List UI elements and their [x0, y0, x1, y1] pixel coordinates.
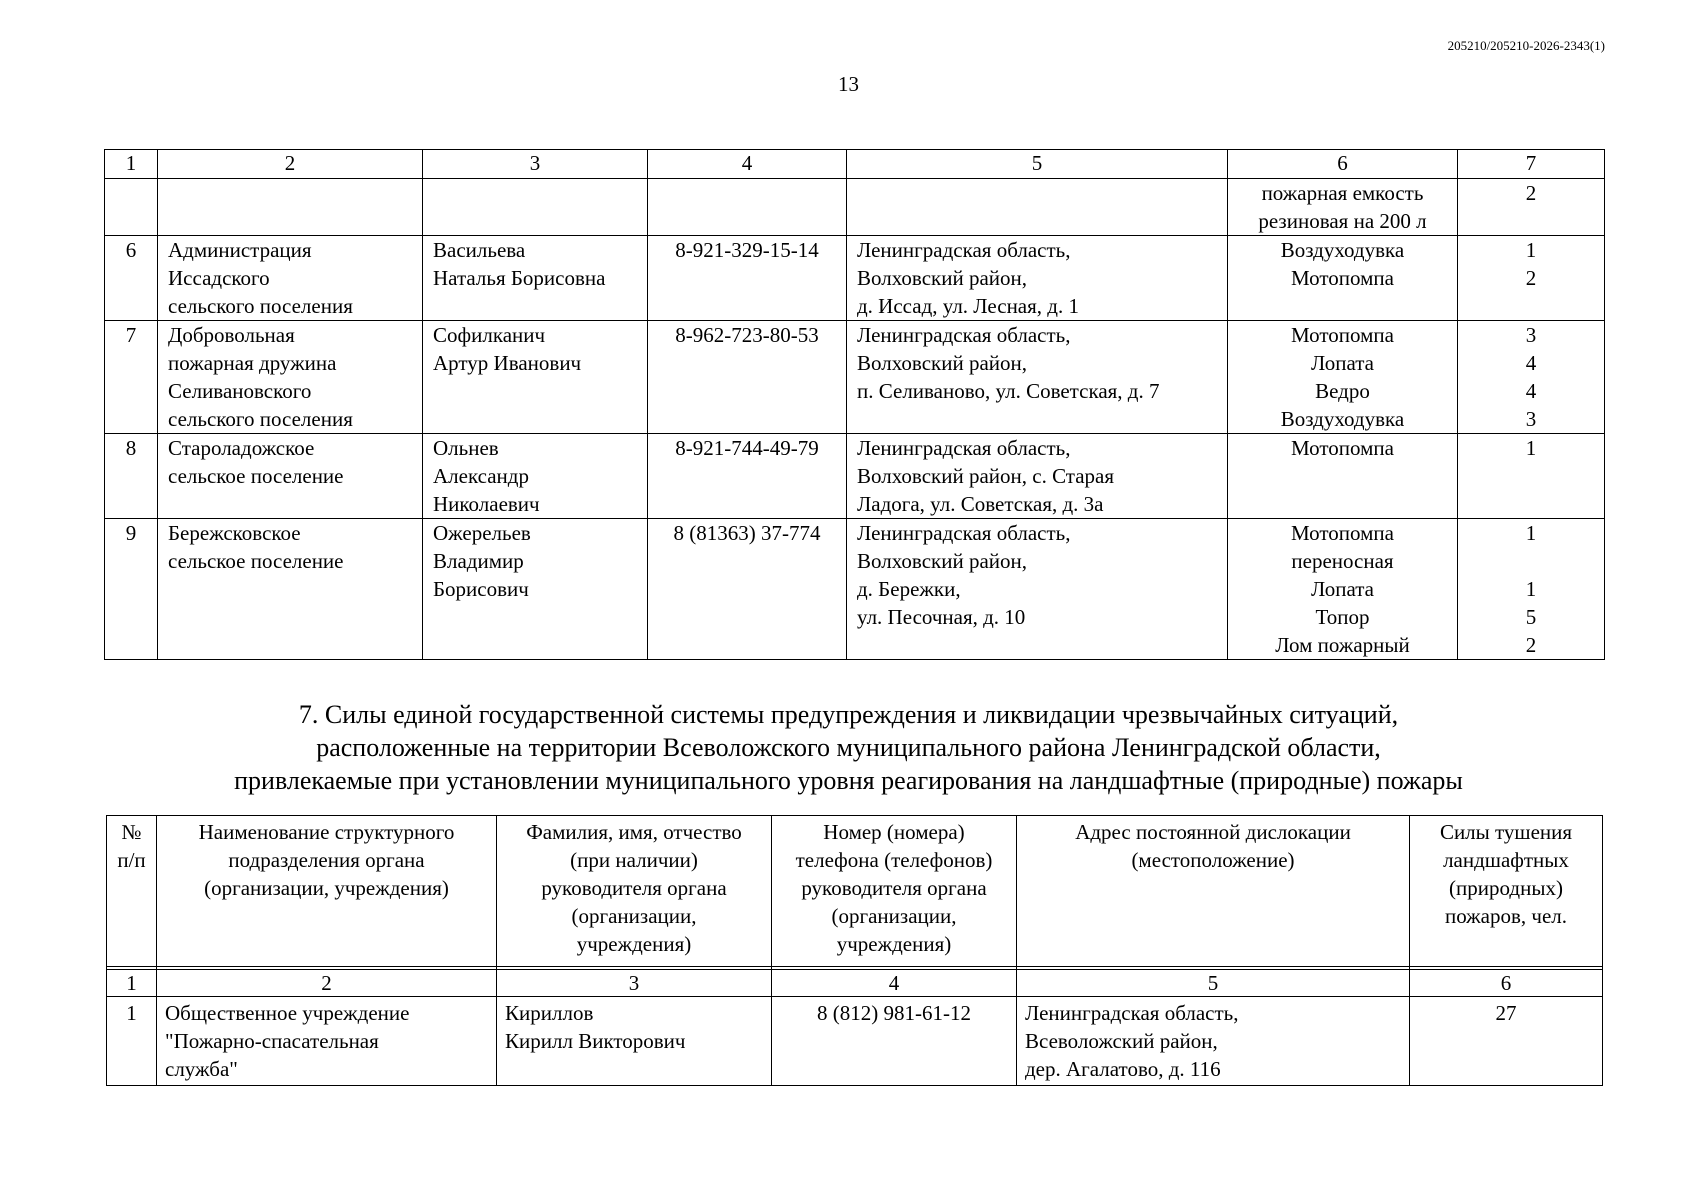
column-number: 3: [423, 150, 648, 179]
empty-cell: [105, 179, 158, 236]
equipment-cell: Мотопомпа Лопата Ведро Воздуходувка: [1228, 321, 1458, 434]
empty-cell: [423, 179, 648, 236]
quantity-cell: 1 2: [1458, 236, 1605, 321]
section-title: [0, 698, 1697, 797]
equipment-cell: Мотопомпа переносная Лопата Топор Лом пожарный: [1228, 519, 1458, 660]
empty-cell: [648, 179, 847, 236]
row-number-cell: 8: [105, 434, 158, 519]
quantity-cell: 1: [1458, 434, 1605, 519]
equipment-cell: пожарная емкость резиновая на 200 л: [1228, 179, 1458, 236]
head-name-cell: Ожерельев Владимир Борисович: [423, 519, 648, 660]
column-number-row: [105, 150, 1605, 179]
phone-cell: 8-921-329-15-14: [648, 236, 847, 321]
quantity-cell: 1 1 5 2: [1458, 519, 1605, 660]
equipment-table: [104, 149, 1605, 660]
section-title-line: расположенные на территории Всеволожского муниципального района Ленинградской области,: [316, 733, 1381, 762]
column-number-row: [107, 970, 1603, 997]
section-title-line: 7. Силы единой государственной системы предупреждения и ликвидации чрезвычайных ситуаций,: [298, 700, 1399, 729]
head-name-cell: Ольнев Александр Николаевич: [423, 434, 648, 519]
phone-cell: 8-921-744-49-79: [648, 434, 847, 519]
address-cell: Ленинградская область, Волховский район, п. Селиваново, ул. Советская, д. 7: [847, 321, 1228, 434]
column-number: 3: [497, 970, 772, 997]
header-cell-phone: Номер (номера) телефона (телефонов) руководителя органа (организации, учреждения): [772, 816, 1017, 967]
column-number: 2: [157, 970, 497, 997]
section-title-line: привлекаемые при установлении муниципального уровня реагирования на ландшафтные (природные) пожары: [234, 766, 1463, 795]
column-number: 6: [1410, 970, 1603, 997]
head-name-cell: Кириллов Кирилл Викторович: [497, 997, 772, 1086]
address-cell: Ленинградская область, Волховский район, д. Бережки, ул. Песочная, д. 10: [847, 519, 1228, 660]
head-name-cell: Софилканич Артур Иванович: [423, 321, 648, 434]
emergency-forces-table: [106, 815, 1603, 1086]
phone-cell: 8 (81363) 37-774: [648, 519, 847, 660]
page-number: 13: [838, 72, 859, 96]
header-row: [107, 816, 1603, 967]
equipment-cell: Воздуходувка Мотопомпа: [1228, 236, 1458, 321]
header-cell-forces: Силы тушения ландшафтных (природных) пожаров, чел.: [1410, 816, 1603, 967]
organization-cell: Староладожское сельское поселение: [158, 434, 423, 519]
row-number-cell: 7: [105, 321, 158, 434]
quantity-cell: 2: [1458, 179, 1605, 236]
table-row: [105, 321, 1605, 434]
column-number: 4: [772, 970, 1017, 997]
empty-cell: [847, 179, 1228, 236]
organization-cell: Общественное учреждение "Пожарно-спасательная служба": [157, 997, 497, 1086]
row-number-cell: 6: [105, 236, 158, 321]
header-cell-address: Адрес постоянной дислокации (местоположение): [1017, 816, 1410, 967]
table-row-continuation: [105, 179, 1605, 236]
table-row: [105, 519, 1605, 660]
document-id: 205210/205210-2026-2343(1): [1447, 38, 1605, 53]
row-number-cell: 1: [107, 997, 157, 1086]
address-cell: Ленинградская область, Волховский район, с. Старая Ладога, ул. Советская, д. 3а: [847, 434, 1228, 519]
table-row: [105, 236, 1605, 321]
address-cell: Ленинградская область, Волховский район, д. Иссад, ул. Лесная, д. 1: [847, 236, 1228, 321]
table-row: [105, 434, 1605, 519]
header-cell-organization: Наименование структурного подразделения органа (организации, учреждения): [157, 816, 497, 967]
quantity-cell: 3 4 4 3: [1458, 321, 1605, 434]
organization-cell: Администрация Иссадского сельского поселения: [158, 236, 423, 321]
empty-cell: [158, 179, 423, 236]
column-number: 2: [158, 150, 423, 179]
phone-cell: 8-962-723-80-53: [648, 321, 847, 434]
column-number: 5: [847, 150, 1228, 179]
forces-cell: 27: [1410, 997, 1603, 1086]
column-number: 1: [105, 150, 158, 179]
column-number: 5: [1017, 970, 1410, 997]
row-number-cell: 9: [105, 519, 158, 660]
address-cell: Ленинградская область, Всеволожский район, дер. Агалатово, д. 116: [1017, 997, 1410, 1086]
column-number: 7: [1458, 150, 1605, 179]
column-number: 1: [107, 970, 157, 997]
column-number: 4: [648, 150, 847, 179]
header-cell-head: Фамилия, имя, отчество (при наличии) руководителя органа (организации, учреждения): [497, 816, 772, 967]
table-row: [107, 997, 1603, 1086]
head-name-cell: Васильева Наталья Борисовна: [423, 236, 648, 321]
column-number: 6: [1228, 150, 1458, 179]
organization-cell: Добровольная пожарная дружина Селивановского сельского поселения: [158, 321, 423, 434]
organization-cell: Бережсковское сельское поселение: [158, 519, 423, 660]
phone-cell: 8 (812) 981-61-12: [772, 997, 1017, 1086]
header-cell-number: № п/п: [107, 816, 157, 967]
equipment-cell: Мотопомпа: [1228, 434, 1458, 519]
